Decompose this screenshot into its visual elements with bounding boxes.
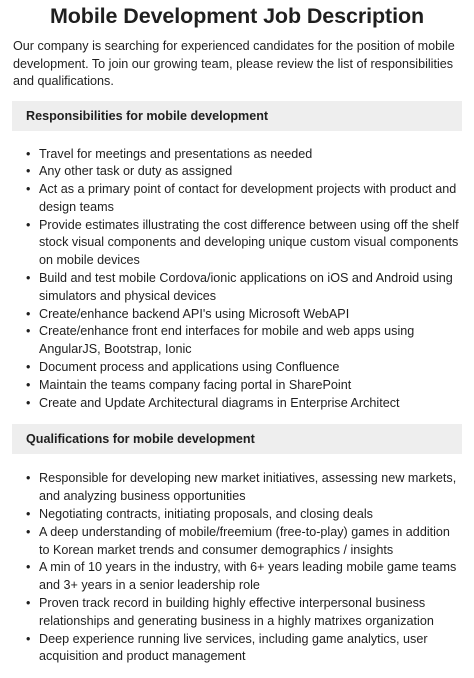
list-item-text: A deep understanding of mobile/freemium (free-to-play) games in addition to Korean market trends and consumer demographics / insights [39,524,450,557]
list-item [12,270,462,306]
bullet-icon: • [26,631,31,646]
list-item [12,377,462,395]
list-item [12,524,462,560]
bullet-icon: • [26,471,31,486]
list-item [12,163,462,181]
bullet-icon: • [26,146,31,161]
qualifications-heading: Qualifications for mobile development [12,424,462,454]
list-item [12,559,462,595]
list-item-text: Create/enhance front end interfaces for mobile and web apps using AngularJS, Bootstrap, Ionic [39,324,415,357]
responsibilities-list [12,146,462,413]
list-item [12,595,462,631]
responsibilities-heading: Responsibilities for mobile development [12,101,462,131]
list-item [12,181,462,217]
bullet-icon: • [26,164,31,179]
bullet-icon: • [26,182,31,197]
bullet-icon: • [26,377,31,392]
bullet-icon: • [26,360,31,375]
bullet-icon: • [26,324,31,339]
list-item-text: Create and Update Architectural diagrams in Enterprise Architect [39,395,400,410]
list-item [12,506,462,524]
list-item-text: Responsible for developing new market initiatives, assessing new markets, and analyzing business opportunities [39,471,457,504]
list-item-text: Act as a primary point of contact for development projects with product and design teams [39,182,457,214]
bullet-icon: • [26,271,31,286]
intro-paragraph: Our company is searching for experienced candidates for the position of mobile development. To join our growing team, please review the list of responsibilities and qualifications. [13,39,455,88]
bullet-icon: • [26,217,31,232]
list-item [12,631,462,667]
qualifications-list [12,470,462,666]
list-item-text: Proven track record in building highly effective interpersonal business relationships and generating business in a highly matrixes organization [39,596,434,628]
list-item-text: Create/enhance backend API's using Microsoft WebAPI [39,306,350,321]
list-item [12,359,462,377]
list-item-text: Provide estimates illustrating the cost difference between using off the shelf stock visual components and developing unique custom visual components on mobile devices [39,217,459,268]
list-item-text: Negotiating contracts, initiating proposals, and closing deals [39,507,373,522]
list-item-text: Build and test mobile Cordova/ionic applications on iOS and Android using simulators and physical devices [39,271,453,303]
bullet-icon: • [26,560,31,575]
list-item [12,395,462,413]
bullet-icon: • [26,395,31,410]
bullet-icon: • [26,306,31,321]
list-item-text: Maintain the teams company facing portal in SharePoint [39,377,352,392]
list-item [12,217,462,270]
list-item-text: Document process and applications using Confluence [39,360,340,375]
list-item [12,323,462,359]
list-item-text: Travel for meetings and presentations as needed [39,146,313,161]
list-item-text: Any other task or duty as assigned [39,164,233,179]
list-item [12,146,462,164]
list-item [12,306,462,324]
bullet-icon: • [26,507,31,522]
list-item-text: A min of 10 years in the industry, with 6+ years leading mobile game teams and 3+ years in a senior leadership role [39,560,457,593]
bullet-icon: • [26,596,31,611]
list-item-text: Deep experience running live services, including game analytics, user acquisition and product management [39,631,428,664]
bullet-icon: • [26,524,31,539]
list-item [12,470,462,506]
page-title: Mobile Development Job Description [49,4,425,28]
